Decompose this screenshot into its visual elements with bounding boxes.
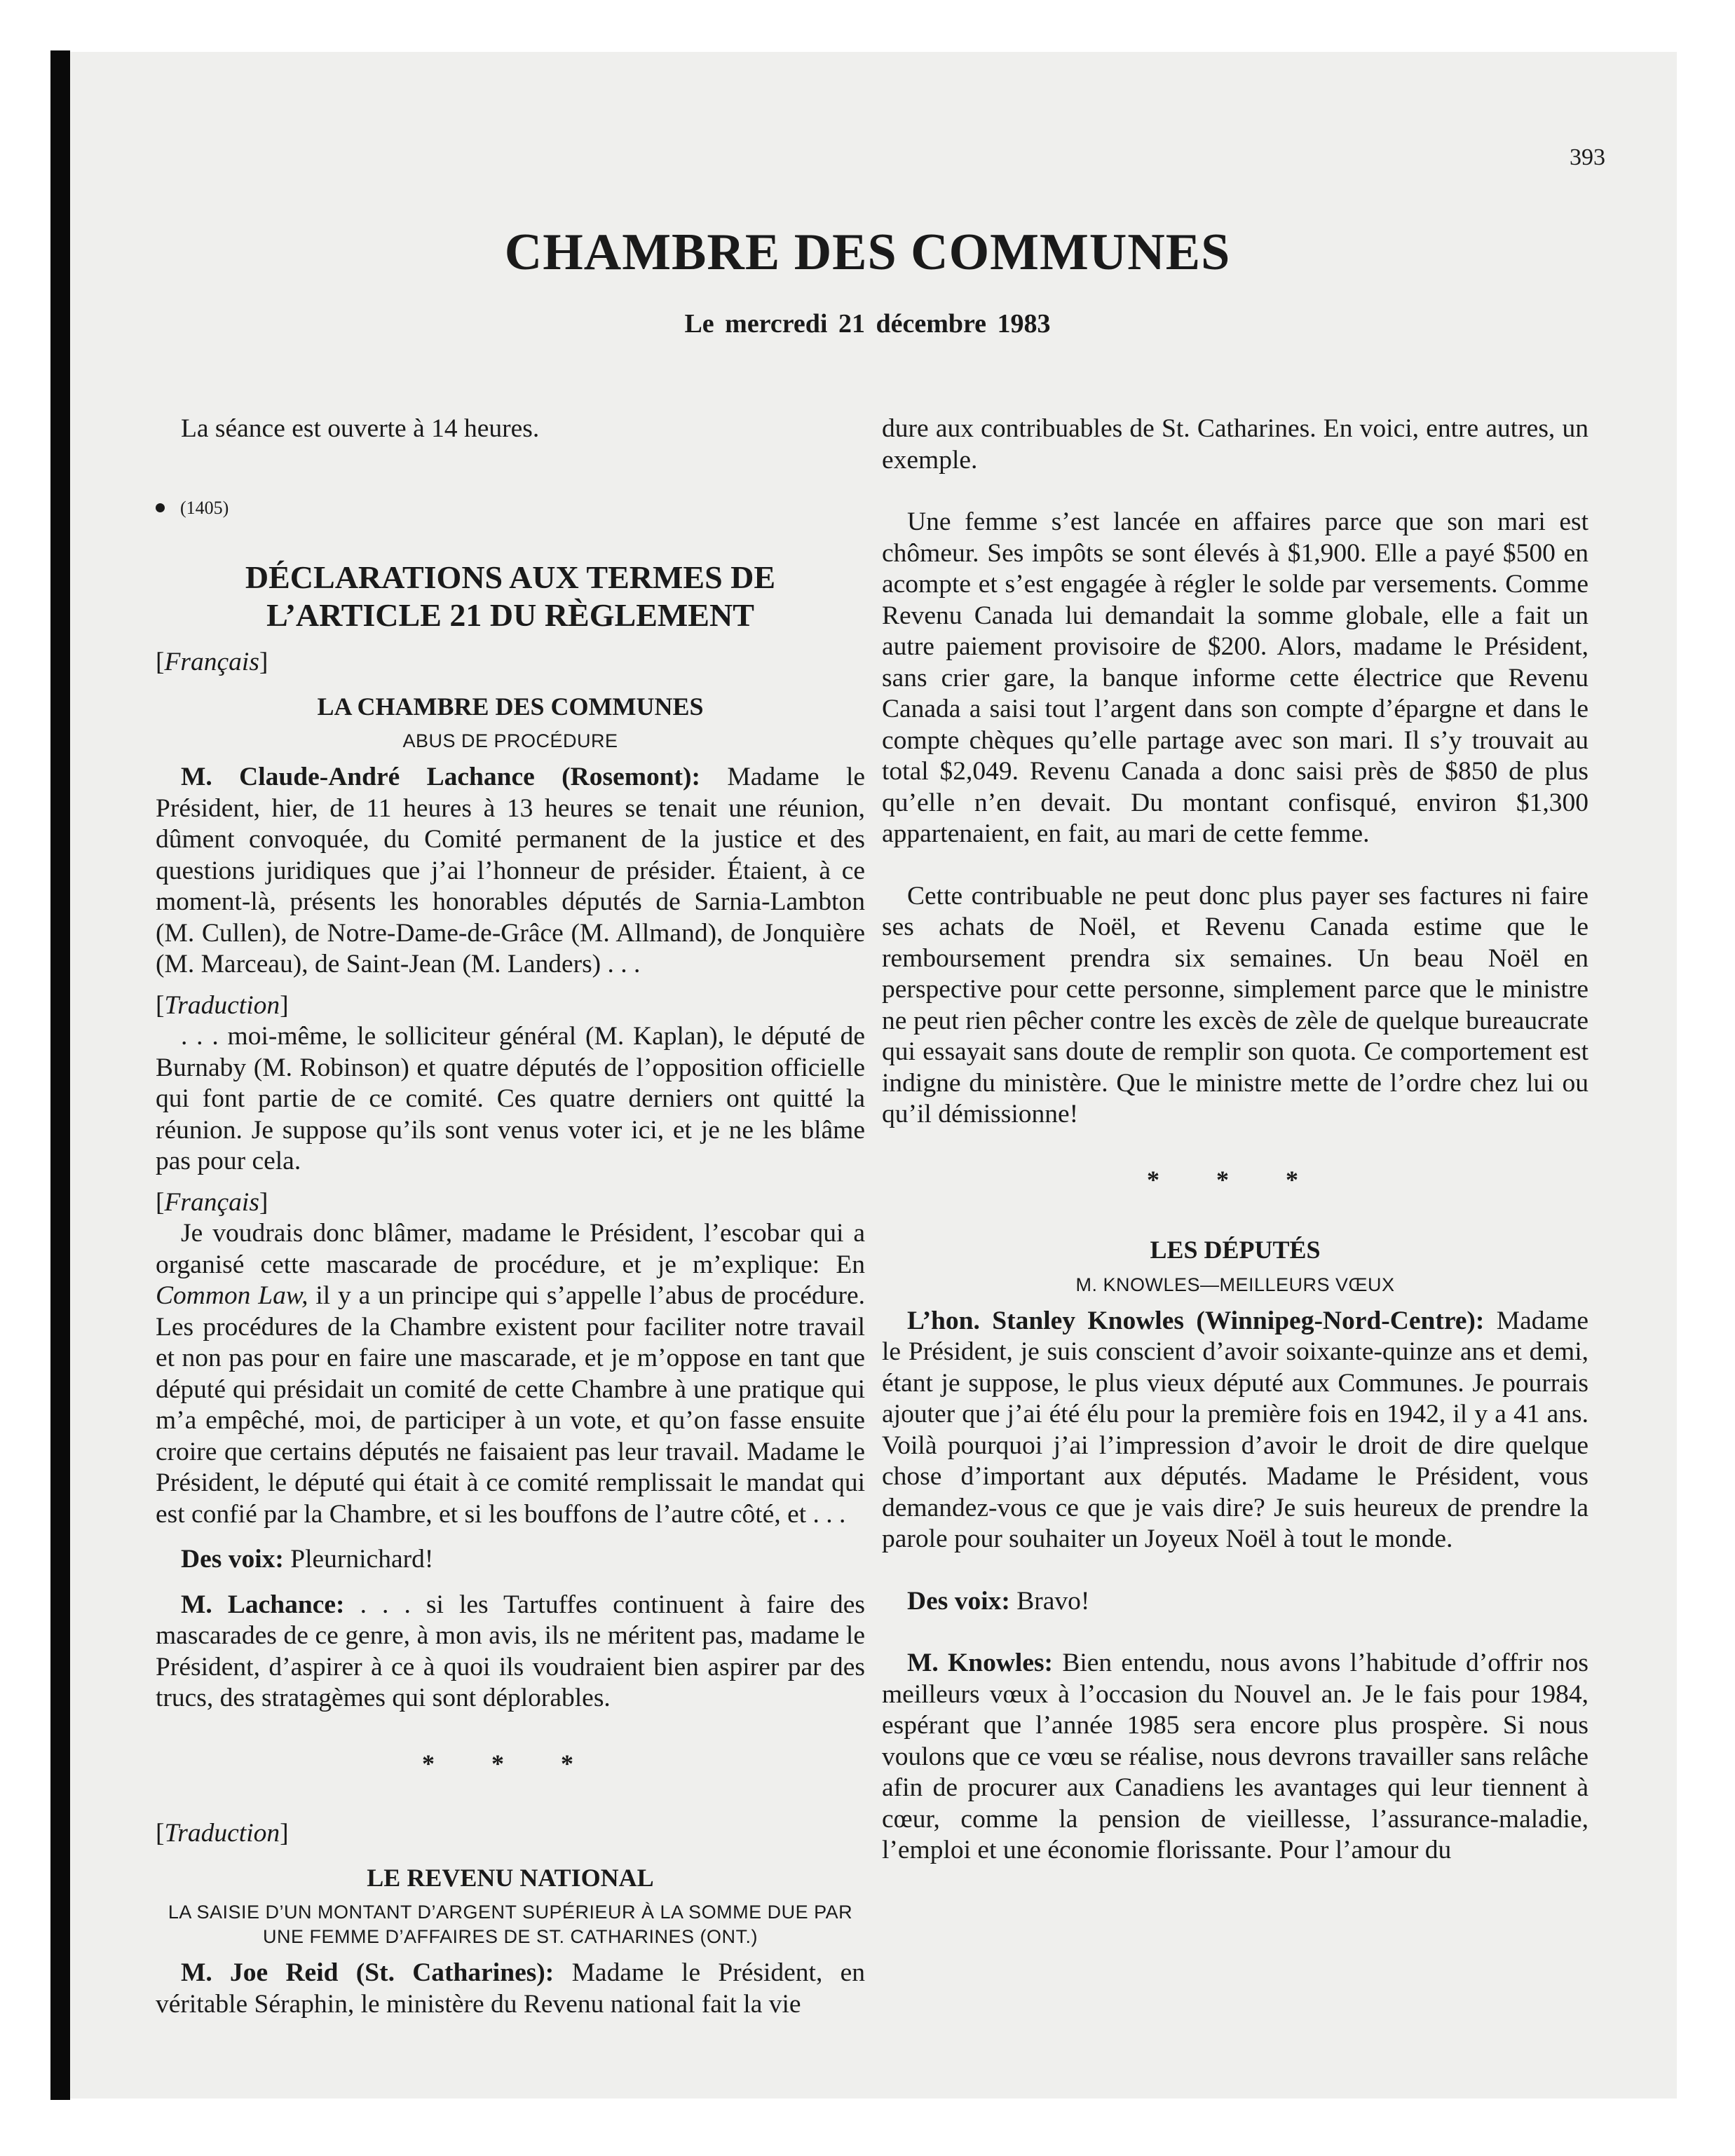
page-number: 393 (1570, 144, 1605, 170)
speech-paragraph: Cette contribuable ne peut donc plus payer ses factures ni faire ses achats de Noël, et Revenu Canada estime que le remboursement prendra six semaines. Un beau Noël en perspective pour cette personne, simplement parce que le ministre ne peut rien pêcher contre les excès de zèle de quelque bureaucrate qui essayait sans doute de remplir son quota. Ce comportement est indigne du ministère. Que le ministre mette de l’ordre chez lui ou qu’il démissionne! (882, 881, 1588, 1128)
interjection: Des voix: Pleurnichard! (181, 1545, 434, 1574)
speech-paragraph: M. Claude-André Lachance (Rosemont): Madame le Président, hier, de 11 heures à 13 heures se tenait une réunion, dûment convoquée, du Comité permanent de la justice et des questions juridiques que j’ai l’honneur de présider. Étaient, à ce moment-là, présents les honorables députés de Sarnia-Lambton (M. Cullen), de Notre-Dame-de-Grâce (M. Allmand), de Jonquière (M. Marceau), de Saint-Jean (M. Landers) . . . (156, 763, 866, 978)
speaker-name: Des voix: (907, 1586, 1010, 1616)
time-marker-text: (1405) (180, 497, 229, 518)
interjection: Des voix: Bravo! (907, 1586, 1090, 1616)
language-tag: [Français] (156, 648, 268, 676)
subject-heading: LE REVENU NATIONAL (367, 1863, 654, 1892)
speech-paragraph: Je voudrais donc blâmer, madame le Président, l’escobar qui a organisé cette mascarade de procédure, et je m’explique: En Common Law, il y a un principe qui s’appelle l’abus de procédure. Les procédures de la Chambre existent pour faciliter notre travail et non pas pour en faire une mascarade, et je m’oppose en tant que député qui présidait un comité de cette Chambre à une pratique qui m’a empêché, moi, de participer à un vote, et qu’on fasse ensuite croire que certains députés ne faisaient pas leur travail. Madame le Président, le député qui était à ce comité remplissait le mandat qui est confié par la Chambre, et si les bouffons de l’autre côté, et . . . (156, 1219, 865, 1529)
speaker-name: Des voix: (181, 1545, 284, 1574)
speaker-name: L’hon. Stanley Knowles (Winnipeg-Nord-Centre): (907, 1306, 1485, 1335)
section-separator: * * * (422, 1749, 599, 1778)
subject-heading: LA CHAMBRE DES COMMUNES (317, 692, 704, 721)
speaker-name: M. Claude-André Lachance (Rosemont): (181, 763, 701, 791)
speaker-name: M. Lachance: (181, 1590, 345, 1619)
speech-paragraph: L’hon. Stanley Knowles (Winnipeg-Nord-Centre): Madame le Président, je suis conscient d’avoir soixante-quinze ans et demi, étant je suppose, le plus vieux député aux Communes. Je pourrais ajouter que j’ai été élu pour la première fois en 1942, il y a 41 ans. Voilà pourquoi j’ai l’impression d’avoir le droit de dire quelque chose d’important aux députés. Madame le Président, vous demandez-vous ce que je vais dire? Je suis heureux de prendre la parole pour souhaiter un Joyeux Noël à tout le monde. (882, 1306, 1588, 1553)
section-heading: DÉCLARATIONS AUX TERMES DE L’ARTICLE 21 DU RÈGLEMENT (245, 559, 776, 633)
opening-line: La séance est ouverte à 14 heures. (181, 414, 540, 443)
scan-border (50, 50, 70, 2100)
speech-paragraph: M. Joe Reid (St. Catharines): Madame le Président, en véritable Séraphin, le ministère du Revenu national fait la vie (156, 1958, 866, 2019)
time-marker (156, 493, 865, 524)
date-line: Le mercredi 21 décembre 1983 (684, 309, 1051, 339)
right-column (882, 414, 1588, 1867)
speaker-name: M. Knowles: (907, 1649, 1054, 1677)
subject-caption: ABUS DE PROCÉDURE (402, 730, 618, 751)
language-tag: [Traduction] (156, 990, 289, 1020)
speech-paragraph: dure aux contribuables de St. Catharines. En voici, entre autres, un exemple. (882, 414, 1588, 475)
bullet-icon (156, 503, 165, 512)
subject-caption: LA SAISIE D’UN MONTANT D’ARGENT SUPÉRIEUR À LA SOMME DUE PAR UNE FEMME D’AFFAIRES DE ST. CATHARINES (ONT.) (168, 1902, 853, 1947)
language-tag: [Français] (156, 1187, 268, 1217)
subject-heading: LES DÉPUTÉS (1150, 1236, 1321, 1264)
subject-caption: M. KNOWLES—MEILLEURS VŒUX (1075, 1274, 1395, 1295)
speech-paragraph: M. Lachance: . . . si les Tartuffes continuent à faire des mascarades de ce genre, à mon avis, ils ne méritent pas, madame le Président, d’aspirer à ce à quoi ils voudraient bien aspirer par des trucs, des stratagèmes qui sont déplorables. (156, 1590, 866, 1712)
left-column (156, 414, 865, 2020)
speech-paragraph: M. Knowles: Bien entendu, nous avons l’habitude d’offrir nos meilleurs vœux à l’occasion du Nouvel an. Je le fais pour 1984, espérant que l’année 1985 sera encore plus prospère. Si nous voulons que ce vœu se réalise, nous devrons travailler sans relâche afin de procurer aux Canadiens les avantages qui leur tiennent à cœur, comme la pension de vieillesse, l’assurance-maladie, l’emploi et une économie florissante. Pour l’amour du (882, 1649, 1589, 1864)
section-separator: * * * (1147, 1165, 1324, 1194)
language-tag: [Traduction] (156, 1819, 289, 1848)
page-title: CHAMBRE DES COMMUNES (504, 224, 1231, 281)
speech-paragraph: . . . moi-même, le solliciteur général (M. Kaplan), le député de Burnaby (M. Robinson) et quatre députés de l’opposition officielle qui font partie de ce comité. Ces quatre derniers ont quitté la réunion. Je suppose qu’ils sont venus voter ici, et je ne les blâme pas pour cela. (156, 1022, 865, 1175)
speech-paragraph: Une femme s’est lancée en affaires parce que son mari est chômeur. Ses impôts se sont élevés à $1,900. Elle a payé $500 en acompte et s’est engagée à régler le solde par versements. Comme Revenu Canada lui demandait la somme globale, elle a fait un autre paiement provisoire de $200. Alors, madame le Président, sans crier gare, la banque informe cette électrice que Revenu Canada a saisi tout l’argent dans son compte d’épargne et dans le compte chèques qu’elle partage avec son mari. Il s’y trouvait au total $2,049. Revenu Canada a donc saisi près de $850 de plus qu’elle n’en devait. Du montant confisqué, environ $1,300 appartenaient, en fait, au mari de cette femme. (882, 507, 1588, 848)
speaker-name: M. Joe Reid (St. Catharines): (181, 1958, 554, 1987)
